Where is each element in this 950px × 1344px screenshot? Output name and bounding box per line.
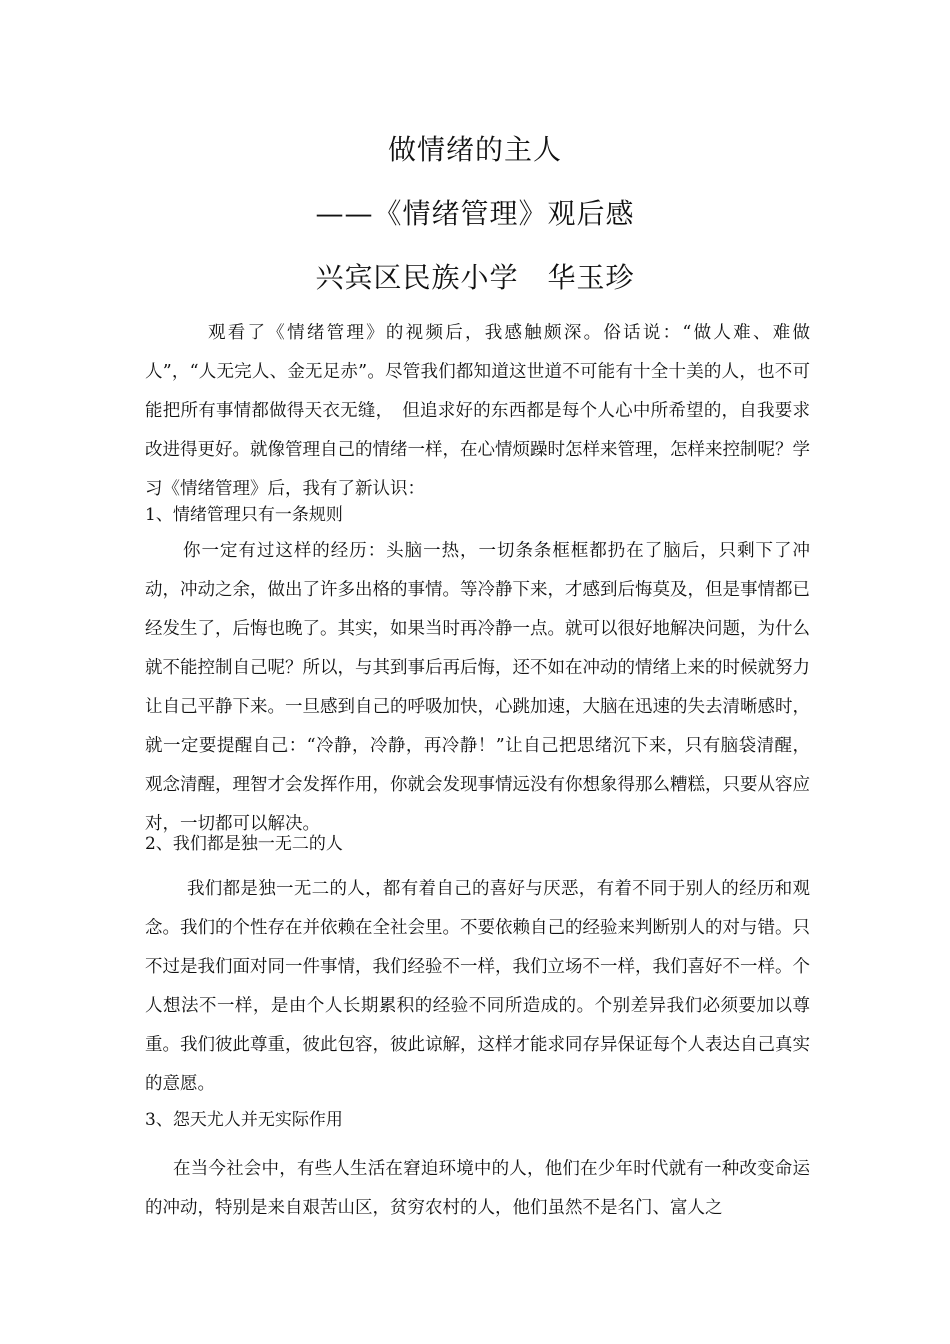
section-2-heading: 2、我们都是独一无二的人	[145, 834, 343, 854]
section-2-paragraph: 我们都是独一无二的人，都有着自己的喜好与厌恶，有着不同于别人的经历和观念。我们的个性存在并依赖在全社会里。不要依赖自己的经验来判断别人的对与错。只不过是我们面对同一件事情，我们经验不一样，我们立场不一样，我们喜好不一样。个人想法不一样，是由个人长期累积的经验不同所造成的。个别差异我们必须要加以尊重。我们彼此尊重，彼此包容，彼此谅解，这样才能求同存异保证每个人表达自己真实的意愿。	[145, 879, 810, 1094]
section-3-heading: 3、怨天尤人并无实际作用	[145, 1110, 343, 1130]
document-subtitle: ——《情绪管理》观后感	[315, 197, 635, 230]
section-3-paragraph: 在当今社会中，有些人生活在窘迫环境中的人，他们在少年时代就有一种改变命运的冲动，特别是来自艰苦山区，贫穷农村的人，他们虽然不是名门、富人之	[145, 1159, 810, 1218]
document-title: 做情绪的主人	[387, 133, 562, 166]
author-line: 兴宾区民族小学 华玉珍	[315, 261, 635, 294]
section-1-heading: 1、情绪管理只有一条规则	[145, 505, 343, 525]
section-1-paragraph: 你一定有过这样的经历：头脑一热，一切条条框框都扔在了脑后，只剩下了冲动，冲动之余，做出了许多出格的事情。等冷静下来，才感到后悔莫及，但是事情都已经发生了，后悔也晚了。其实，如果当时再冷静一点。就可以很好地解决问题，为什么就不能控制自己呢？所以，与其到事后再后悔，还不如在冲动的情绪上来的时候就努力让自己平静下来。一旦感到自己的呼吸加快，心跳加速，大脑在迅速的失去清晰感时，就一定要提醒自己：“冷静，冷静，再冷静！”让自己把思绪沉下来，只有脑袋清醒，观念清醒，理智才会发挥作用，你就会发现事情远没有你想象得那么糟糕，只要从容应对，一切都可以解决。	[145, 541, 810, 834]
intro-paragraph: 观看了《情绪管理》的视频后，我感触颇深。俗话说：“做人难、难做人”，“人无完人、金无足赤”。尽管我们都知道这世道不可能有十全十美的人，也不可能把所有事情都做得天衣无缝， 但追求好的东西都是每个人心中所希望的，自我要求改进得更好。就像管理自己的情绪一样，在心情烦躁时怎样来管理，怎样来控制呢？学习《情绪管理》后，我有了新认识：	[145, 323, 810, 499]
